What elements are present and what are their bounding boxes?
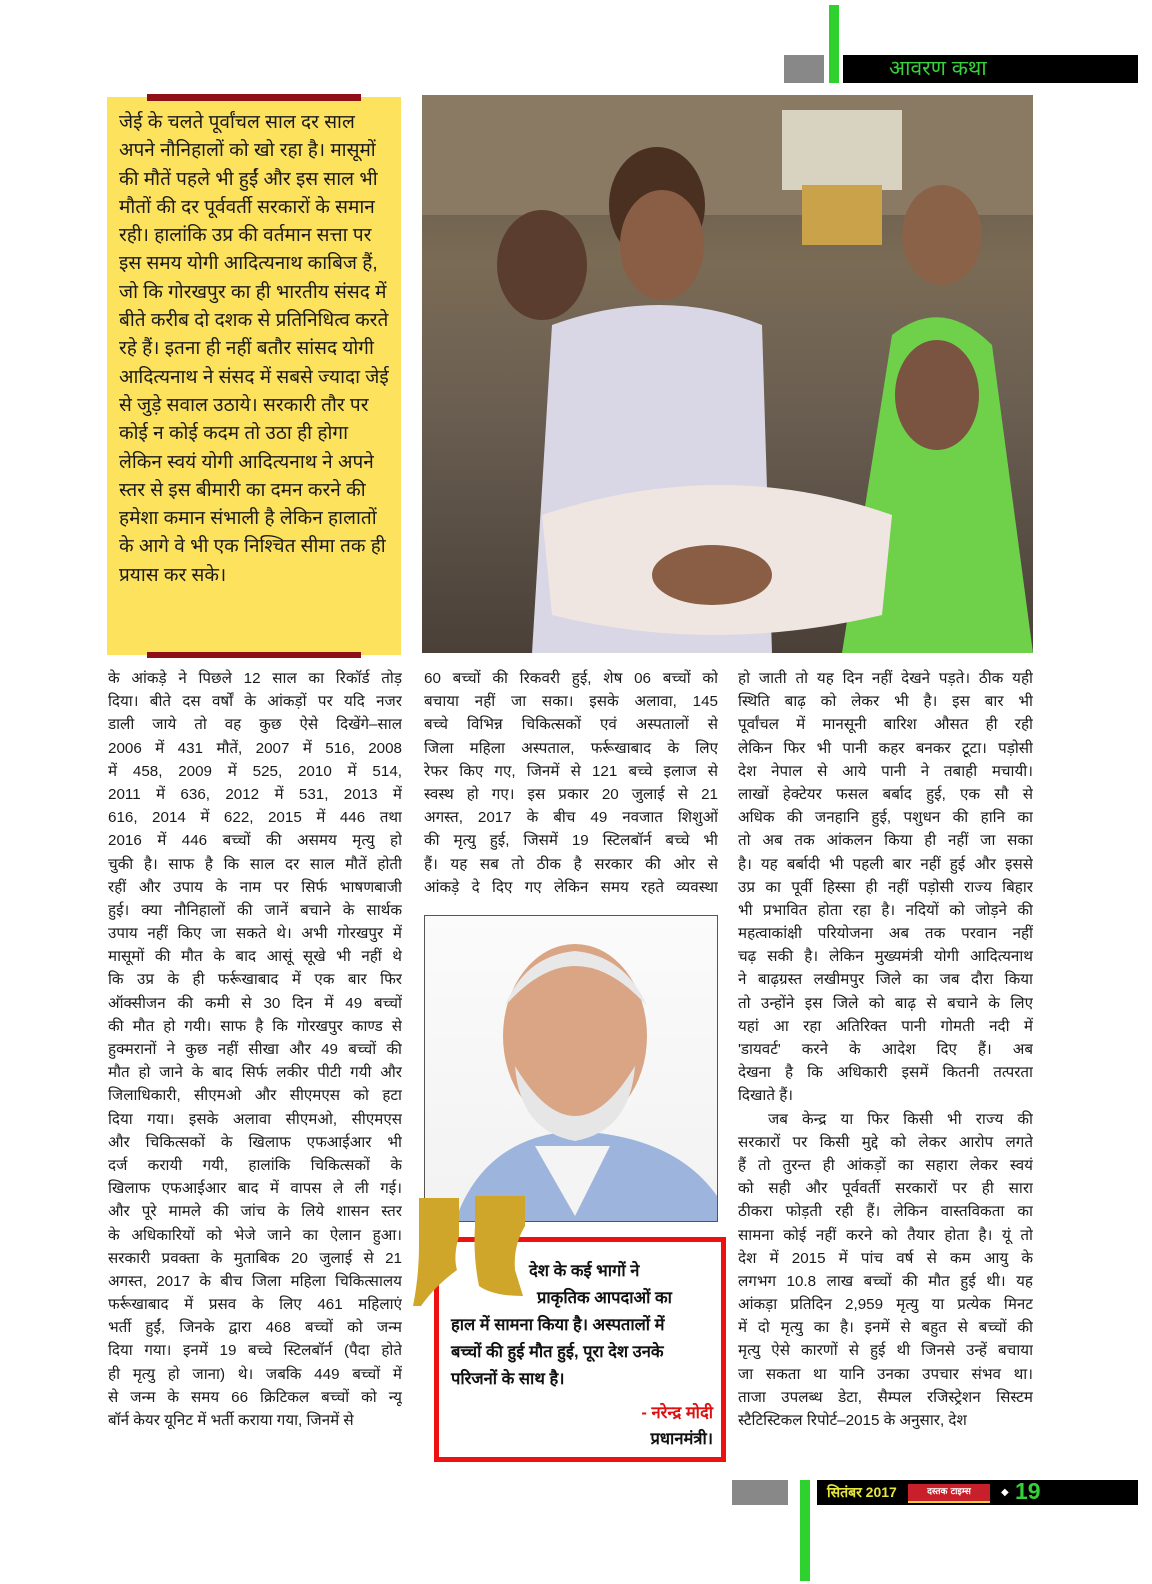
text-line: के आंकड़े ने पिछले 12 साल का रिकॉर्ड तोड़: [108, 670, 402, 687]
text-line: रही। हालांकि उप्र की वर्तमान सत्ता पर: [119, 225, 372, 247]
text-line: की मौतें पहले भी हुईं और इस साल भी: [119, 168, 378, 190]
text-line: मौतों की दर पूर्ववर्ती सरकारों के समान: [119, 196, 375, 218]
text-line: है। यह बर्बादी भी पहली बार नहीं हुई और इससे: [738, 855, 1033, 873]
text-line: फर्रूखाबाद में प्रसव के लिए 461 महिलाएं: [108, 1296, 402, 1314]
text-line: ने बाढ़ग्रस्त लखीमपुर जिले का जब दौरा किया: [738, 971, 1033, 989]
text-line: से जुड़े सवाल उठाये। सरकारी तौर पर: [119, 394, 369, 416]
text-line: दिया गया। इनमें 19 बच्चे स्टिलबॉर्न (पैदा होते: [108, 1342, 402, 1360]
text-line: मौत हो जाने के बाद सिर्फ लकीर पीटी गयी और: [108, 1064, 402, 1082]
text-line: को सही और पूर्ववर्ती सरकारों पर ही सारा: [738, 1180, 1033, 1198]
text-line: भी प्रभावित होता रहा है। नदियों को जोड़ने की: [738, 901, 1033, 919]
text-line: बॉर्न केयर यूनिट में भर्ती कराया गया, जिनमें से: [108, 1412, 354, 1429]
quote-line: बच्चों की हुई मौत हुई, पूरा देश उनके: [451, 1343, 664, 1361]
text-line: दर्ज करायी गयी, हालांकि चिकित्सकों के: [108, 1156, 402, 1174]
footer-gray-block: [732, 1480, 788, 1505]
text-line: इस समय योगी आदित्यनाथ काबिज हैं,: [119, 253, 378, 275]
text-line: अधिक की जनहानि हुई, पशुधन की हानि का: [738, 809, 1033, 827]
text-line: हमेशा कमान संभाली है लेकिन हालातों: [119, 508, 377, 530]
text-line: 2011 में 636, 2012 में 531, 2013 में: [108, 785, 402, 803]
text-line: 'डायवर्ट' करने के आदेश दिए हैं। अब: [738, 1041, 1033, 1058]
text-line: में 458, 2009 में 525, 2010 में 514,: [108, 762, 402, 780]
text-line: अगस्त, 2017 के बीच जिला महिला चिकित्सालय: [108, 1272, 402, 1290]
quote-line: देश के कई भागों ने: [529, 1262, 640, 1280]
text-line: हैं तो तुरन्त ही आंकड़ों का सहारा लेकर स्वयं: [738, 1156, 1033, 1174]
article-column-1: [108, 667, 402, 1432]
text-line: स्थिति बाढ़ को लेकर भी है। इस बार भी: [738, 693, 1033, 711]
text-line: जा सकता था यानि उनका उपचार संभव था।: [738, 1365, 1033, 1383]
text-line: और चिकित्सकों के खिलाफ एफआईआर भी: [108, 1133, 402, 1151]
text-line: हैं। यह सब तो ठीक है सरकार की ओर से: [424, 855, 718, 873]
text-line: बच्चे विभिन्न चिकित्सकों एवं अस्पतालों से: [424, 716, 718, 734]
text-line: की मौत हो गयी। साफ है कि गोरखपुर काण्ड से: [108, 1017, 402, 1035]
footer-bar: [817, 1480, 1138, 1505]
text-line: आंकड़ा प्रतिदिन 2,959 मृत्यु या प्रत्येक मिनट: [738, 1296, 1033, 1314]
footer-green-bar: [800, 1480, 810, 1581]
text-line: अगस्त, 2017 के बीच 49 नवजात शिशुओं: [424, 809, 718, 827]
text-line: की मृत्यु हुई, जिसमें 19 स्टिलबॉर्न बच्चे भी: [424, 832, 718, 850]
text-line: तो अब तक आंकलन किया ही नहीं जा सका: [738, 832, 1033, 850]
text-line: रहीं और उपाय के नाम पर सिर्फ भाषणबाजी: [108, 878, 402, 896]
text-line: दिखाते हैं।: [738, 1087, 794, 1105]
text-line: सरकारी प्रवक्ता के मुताबिक 20 जुलाई से 21: [108, 1249, 402, 1267]
text-line: लगभग 10.8 लाख बच्चों की मौत हुई थी। यह: [738, 1272, 1033, 1290]
highlight-bottom-rule: [147, 652, 361, 658]
text-line: डाली जाये तो वह कुछ ऐसे दिखेंगे–साल: [108, 716, 402, 734]
text-line: रहे हैं। इतना ही नहीं बतौर सांसद योगी: [119, 338, 374, 360]
text-line: जो कि गोरखपुर का ही भारतीय संसद में: [119, 281, 387, 303]
highlight-text: [119, 109, 389, 590]
magazine-logo: दस्तक टाइम्स: [908, 1484, 990, 1503]
text-line: बचाया नहीं जा सका। इसके अलावा, 145: [424, 693, 718, 711]
text-line: देश में 2015 में पांच वर्ष से कम आयु के: [738, 1249, 1033, 1267]
text-line: महत्वाकांक्षी परियोजना अब तक परवान नहीं: [738, 925, 1033, 943]
page-number: 19: [1015, 1478, 1041, 1504]
text-line: सामना कोई नहीं करने को तैयार होता है। यूं तो: [738, 1226, 1033, 1244]
text-line: आदित्यनाथ ने संसद में सबसे ज्यादा जेई: [119, 366, 389, 388]
section-header: [843, 55, 1138, 83]
text-line: 2016 में 446 बच्चों की असमय मृत्यु हो: [108, 832, 402, 850]
diamond-icon: ◆: [1001, 1487, 1009, 1498]
text-line: जिलाधिकारी, सीएमओ और सीएमएस को हटा: [108, 1087, 402, 1105]
portrait-photo: [424, 915, 718, 1222]
text-line: रेफर किए गए, जिनमें से 121 बच्चे इलाज से: [424, 762, 718, 780]
text-line: 616, 2014 में 622, 2015 में 446 तथा: [108, 809, 402, 827]
text-line: स्टैटिस्टिकल रिपोर्ट–2015 के अनुसार, देश: [738, 1412, 967, 1429]
text-line: यहां आ रहा अतिरिक्त पानी गोमती नदी में: [738, 1017, 1033, 1035]
text-line: उपाय नहीं किए जा सकते थे। अभी गोरखपुर में: [108, 925, 402, 943]
text-line: मृत्यु ऐसे कारणों से हुई थी जिनसे उन्हें बचाया: [738, 1342, 1033, 1360]
text-line: तो उन्होंने इस जिले को बाढ़ से बचाने के लिए: [738, 994, 1033, 1012]
section-title: आवरण कथा: [889, 57, 987, 80]
text-line: दिया गया। इसके अलावा सीएमओ, सीएमएस: [108, 1110, 402, 1128]
text-line: जब केन्द्र या फिर किसी भी राज्य की: [768, 1110, 1033, 1128]
hospital-photo: [422, 95, 1033, 653]
quote-line: हाल में सामना किया है। अस्पतालों में: [451, 1316, 665, 1334]
article-column-3: [738, 667, 1033, 1432]
text-line: 2006 में 431 मौतें, 2007 में 516, 2008: [108, 739, 402, 757]
text-line: जिला महिला अस्पताल, फर्रूखाबाद के लिए: [424, 739, 718, 757]
text-line: लेकिन स्वयं योगी आदित्यनाथ ने अपने: [119, 451, 374, 473]
text-line: कोई न कोई कदम तो उठा ही होगा: [119, 423, 348, 445]
text-line: उप्र का पूर्वी हिस्सा ही नहीं पड़ोसी राज्य बिहार: [738, 878, 1033, 896]
quote-line: प्राकृतिक आपदाओं का: [537, 1289, 672, 1307]
text-line: चढ़ सकी है। लेकिन मुख्यमंत्री योगी आदित्यनाथ: [738, 948, 1033, 966]
text-line: कि उप्र के ही फर्रूखाबाद में एक बार फिर: [108, 971, 402, 989]
text-line: और पूरे मामले की जांच के लिये शासन स्तर: [108, 1203, 402, 1221]
text-line: भर्ती हुईं, जिनके द्वारा 468 बच्चों को जन्म: [108, 1319, 402, 1337]
text-line: देश नेपाल से आये पानी ने तबाही मचायी।: [738, 762, 1033, 780]
text-line: पूर्वांचल में मानसूनी बारिश औसत ही रही: [738, 716, 1033, 734]
text-line: मासूमों की मौत के बाद आसूं सूखे भी नहीं थे: [108, 948, 402, 966]
text-line: ही मृत्यु हो जाना) थे। जबकि 449 बच्चों में: [108, 1365, 402, 1383]
text-line: स्वस्थ हो गए। इस प्रकार 20 जुलाई से 21: [424, 785, 718, 803]
text-line: हुक्मरानों ने कुछ नहीं सीखा और 49 बच्चों की: [108, 1041, 402, 1058]
quote-author: - नरेन्द्र मोदी: [641, 1404, 713, 1422]
text-line: हो जाती तो यह दिन नहीं देखने पड़ते। ठीक यही: [738, 670, 1033, 687]
highlight-box: [107, 97, 401, 655]
text-line: स्तर से इस बीमारी का दमन करने की: [119, 479, 366, 501]
text-line: देखना है कि अधिकारी इसमें कितनी तत्परता: [738, 1064, 1033, 1082]
text-line: खिलाफ एफआईआर बाद में वापस ले ली गई।: [108, 1180, 402, 1198]
text-line: लेकिन फिर भी पानी कहर बनकर टूटा। पड़ोसी: [738, 739, 1033, 757]
text-line: जेई के चलते पूर्वांचल साल दर साल: [119, 112, 355, 133]
text-line: दिया। बीते दस वर्षों के आंकड़ों पर यदि नजर: [108, 693, 402, 711]
text-line: 60 बच्चों की रिकवरी हुई, शेष 06 बच्चों को: [424, 670, 718, 687]
text-line: अपने नौनिहालों को खो रहा है। मासूमों: [119, 140, 376, 162]
text-line: से जन्म के समय 66 क्रिटिकल बच्चों को न्यू: [108, 1388, 402, 1406]
quote-mark-icon: [413, 1186, 533, 1310]
text-line: लाखों हेक्टेयर फसल बर्बाद हुई, एक सौ से: [738, 785, 1033, 803]
text-line: प्रयास कर सके।: [119, 564, 227, 586]
header-green-bar: [829, 5, 839, 83]
text-line: ताजा उपलब्ध डेटा, सैम्पल रजिस्ट्रेशन सिस्टम: [738, 1388, 1033, 1406]
text-line: ऑक्सीजन की कमी से 30 दिन में 49 बच्चों: [108, 994, 402, 1012]
text-line: चुकी है। साफ है कि साल दर साल मौतें होती: [108, 855, 402, 873]
text-line: के अधिकारियों को भेजे जाने का ऐलान हुआ।: [108, 1226, 402, 1244]
article-column-2: [424, 667, 718, 899]
text-line: के आगे वे भी एक निश्चित सीमा तक ही: [119, 536, 386, 558]
highlight-top-rule: [147, 94, 361, 101]
text-line: ठीकरा फोड़ती रही हैं। लेकिन वास्तविकता का: [738, 1203, 1033, 1221]
text-line: आंकड़े दे दिए गए लेकिन समय रहते व्यवस्था: [424, 878, 718, 896]
text-line: में दो मृत्यु का है। इनमें से बहुत से बच्चों की: [738, 1319, 1033, 1337]
text-line: हुई। क्या नौनिहालों की जानें बचाने के सार्थक: [108, 901, 402, 919]
quote-designation: प्रधानमंत्री।: [650, 1430, 713, 1448]
text-line: सरकारों पर किसी मुद्दे को लेकर आरोप लगते: [738, 1133, 1033, 1151]
text-line: बीते करीब दो दशक से प्रतिनिधित्व करते: [119, 310, 389, 332]
quote-line: परिजनों के साथ है।: [451, 1370, 565, 1388]
issue-month: सितंबर 2017: [827, 1484, 897, 1500]
header-gray-block: [784, 55, 824, 83]
